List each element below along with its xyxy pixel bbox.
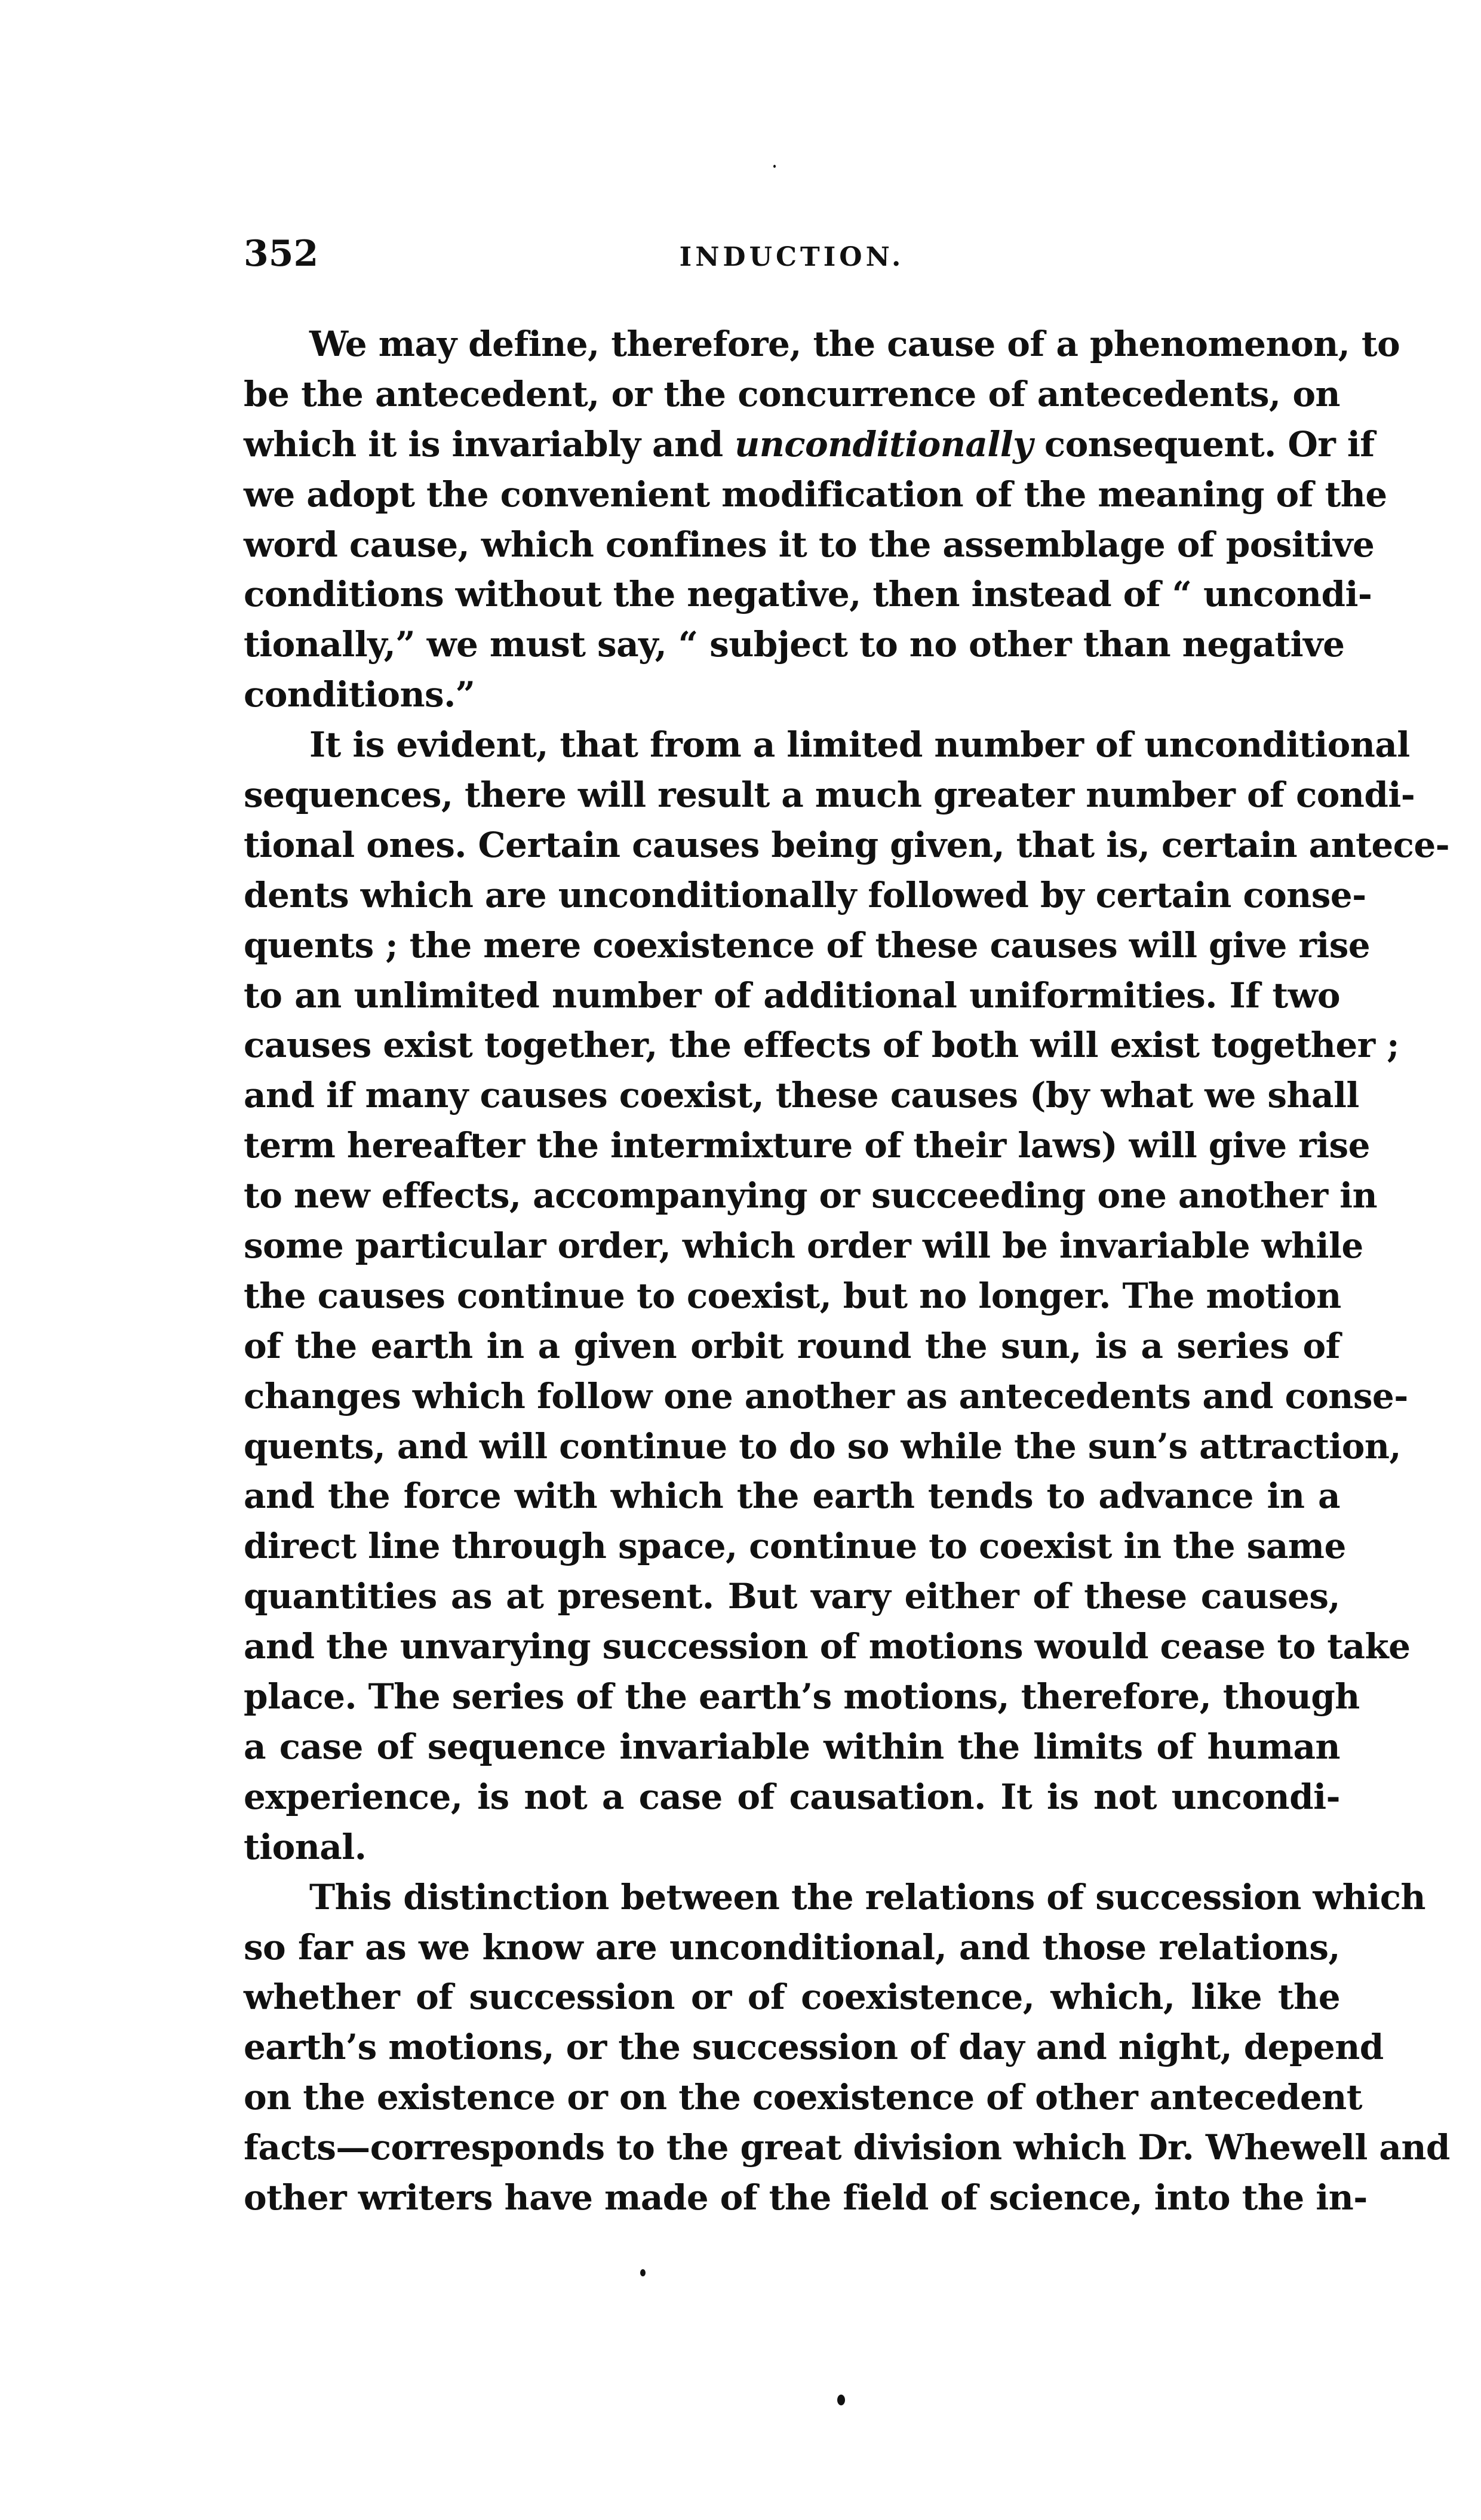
text-line: term hereafter the intermixture of their laws) will give rise xyxy=(244,1125,1370,1166)
text-line: earth’s motions, or the succession of day and night, depend xyxy=(244,2027,1384,2068)
text-line: quents ; the mere coexistence of these causes will give rise xyxy=(244,924,1371,966)
scan-speck-bottom xyxy=(837,2395,845,2405)
text-line xyxy=(244,420,1375,470)
text-line: tional. xyxy=(244,1826,367,1867)
text-line: be the antecedent, or the concurrence of antecedents, on xyxy=(244,373,1340,414)
text-line: word cause, which confines it to the assemblage of positive xyxy=(244,524,1375,565)
text-line: whether of succession or of coexistence, which, like the xyxy=(244,1977,1340,2018)
text-line: tionally,” we must say, “ subject to no other than negative xyxy=(244,624,1345,665)
text-line: we adopt the convenient modification of the meaning of the xyxy=(244,474,1387,515)
text-fragment: consequent. Or if xyxy=(1033,423,1375,465)
text-line: It is evident, that from a limited number of unconditional xyxy=(309,724,1410,766)
text-line: and the unvarying succession of motions would cease to take xyxy=(244,1626,1411,1667)
text-line: causes exist together, the effects of both will exist together ; xyxy=(244,1025,1399,1066)
text-line: some particular order, which order will be invariable while xyxy=(244,1225,1363,1267)
page-number: 352 xyxy=(244,233,319,275)
text-line: on the existence or on the coexistence of other antecedent xyxy=(244,2077,1362,2118)
text-line: changes which follow one another as antecedents and conse- xyxy=(244,1375,1408,1416)
text-line: place. The series of the earth’s motions, therefore, though xyxy=(244,1676,1360,1717)
text-fragment: which it is invariably and xyxy=(244,423,735,465)
paragraph-3 xyxy=(244,1873,1450,2223)
text-line: We may define, therefore, the cause of a phenomenon, to xyxy=(309,324,1400,364)
text-line: other writers have made of the field of science, into the in- xyxy=(244,2177,1368,2218)
text-line: tional ones. Certain causes being given, that is, certain antece- xyxy=(244,824,1450,865)
text-line: quents, and will continue to do so while the sun’s attraction, xyxy=(244,1425,1402,1467)
text-line: conditions.” xyxy=(244,674,475,715)
text-line: and the force with which the earth tends to advance in a xyxy=(244,1476,1340,1517)
text-line: a case of sequence invariable within the limits of human xyxy=(244,1726,1340,1767)
body-text xyxy=(244,319,1450,2223)
text-line: so far as we know are unconditional, and those relations, xyxy=(244,1926,1340,1968)
text-line: direct line through space, continue to coexist in the same xyxy=(244,1526,1346,1567)
text-line: to an unlimited number of additional uniformities. If two xyxy=(244,975,1340,1016)
text-line: facts—corresponds to the great division which Dr. Whewell and xyxy=(244,2127,1450,2168)
running-title: INDUCTION. xyxy=(679,242,905,272)
scan-speck-top xyxy=(773,165,776,168)
text-line: sequences, there will result a much greater number of condi- xyxy=(244,775,1415,816)
paragraph-1 xyxy=(244,319,1400,720)
running-head xyxy=(244,227,1340,281)
text-line: This distinction between the relations of succession which xyxy=(309,1876,1426,1917)
text-line: the causes continue to coexist, but no longer. The motion xyxy=(244,1275,1341,1316)
text-line: and if many causes coexist, these causes (by what we shall xyxy=(244,1075,1359,1116)
paragraph-2 xyxy=(244,720,1450,1872)
text-line: to new effects, accompanying or succeeding one another in xyxy=(244,1175,1378,1216)
text-line: of the earth in a given orbit round the sun, is a series of xyxy=(244,1325,1340,1366)
scan-speck-lower xyxy=(640,2269,646,2276)
text-line: conditions without the negative, then instead of “ uncondi- xyxy=(244,574,1372,615)
emphasis-unconditionally: unconditionally xyxy=(735,423,1033,465)
text-line: quantities as at present. But vary either of these causes, xyxy=(244,1576,1340,1617)
text-line: dents which are unconditionally followed by certain conse- xyxy=(244,874,1366,915)
text-line: experience, is not a case of causation. It is not uncondi- xyxy=(244,1776,1340,1817)
